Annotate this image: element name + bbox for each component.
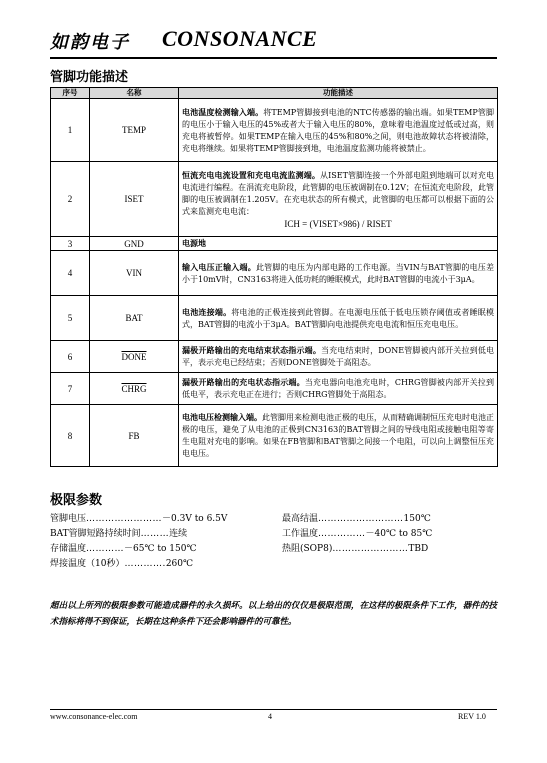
header-rule [50, 57, 497, 59]
pin-desc-title: 恒流充电电流设置和充电电流监测端。 [182, 169, 320, 180]
pin-desc-text: 将电池的正极连接到此管脚。在电源电压低于低电压锁存阈值或者睡眠模式，BAT管脚的电流小于3μA。BAT管脚向电池提供充电电流和恒压充电电压。 [182, 307, 494, 329]
table-row [51, 237, 498, 251]
pin-name: BAT [90, 296, 179, 341]
pin-desc [179, 162, 498, 237]
limits-warning-note: 超出以上所列的极限参数可能造成器件的永久损坏。以上给出的仅仅是极限范围，在这样的极限条件下工作，器件的技术指标将得不到保证，长期在这种条件下还会影响器件的可靠性。 [50, 601, 497, 627]
pin-name: FB [90, 405, 179, 467]
column-header-num: 序号 [51, 88, 90, 99]
pin-name: VIN [90, 251, 179, 296]
pin-desc-text: 当充电器向电池充电时，CHRG管脚被内部开关拉到低电平，表示充电正在进行；否则CHRG管脚处于高阻态。 [182, 378, 494, 399]
column-header-name: 名称 [90, 88, 179, 99]
limit-value: 260℃ [165, 559, 194, 569]
list-item [282, 542, 428, 557]
pin-name: GND [90, 237, 179, 251]
limit-dots: ………… [86, 544, 125, 554]
limit-label: 工作温度 [282, 529, 319, 539]
pin-desc-title: 电源地 [182, 238, 206, 248]
pin-num: 6 [51, 341, 90, 373]
charge-current-formula: ICH = (VISET×986) / RISET [284, 218, 392, 229]
list-item [50, 527, 187, 542]
limit-label: 最高结温 [282, 514, 319, 524]
pin-name: TEMP [90, 99, 179, 162]
pin-num: 7 [51, 373, 90, 405]
table-row [51, 251, 498, 296]
table-row [51, 162, 498, 237]
limit-label: BAT管脚短路持续时间 [50, 529, 141, 539]
pin-desc-text: 将TEMP管脚接到电池的NTC传感器的输出端。如果TEMP管脚的电压小于输入电压的45%或者大于输入电压的80%，意味着电池温度过低或过高，则充电将被暂停。如果TEMP在输入电压的45%和80%之间，则电池故障状态将被清除，充电将继续。如果将TEMP管脚接到地，电池温度监测功能将被禁止。 [182, 107, 494, 153]
limit-dots: …………………… [86, 514, 163, 524]
table-row [51, 373, 498, 405]
limit-value: 连续 [169, 529, 188, 539]
page-number: 4 [268, 712, 272, 721]
pin-desc-text: 从ISET管脚连接一个外部电阻到地端可以对充电电流进行编程。在涓流充电阶段，此管脚的电压被调制在0.12V；在恒流充电阶段，此管脚的电压被调制在1.205V。在充电状态的所有模式，此管脚的电压都可以根据下面的公式来监测充电电流： [182, 170, 494, 216]
limit-label: 存储温度 [50, 544, 87, 554]
table-row [51, 341, 498, 373]
pin-num: 2 [51, 162, 90, 237]
pin-name: DONE [90, 341, 179, 373]
table-row [51, 296, 498, 341]
pin-desc [179, 373, 498, 405]
limit-dots: …………… [318, 529, 366, 539]
limit-value: －0.3V to 6.5V [162, 514, 228, 524]
limit-value: －65℃ to 150℃ [124, 544, 197, 554]
list-item [282, 512, 431, 527]
limits-section-title: 极限参数 [50, 493, 103, 508]
pin-num: 3 [51, 237, 90, 251]
limit-dots: …………. [124, 559, 166, 569]
column-header-desc: 功能描述 [179, 88, 498, 99]
pin-desc [179, 237, 498, 251]
pin-desc-text: 此管脚用来检测电池正极的电压，从而精确调制恒压充电时电池正极的电压，避免了从电池的正极到CN3163的BAT管脚之间的导线电阻或接触电阻等寄生电阻对充电的影响。如果在FB管脚和BAT管脚之间接一个电阻，可以向上调整恒压充电电压。 [182, 413, 494, 458]
pin-desc [179, 99, 498, 162]
pin-desc-title: 输入电压正输入端。 [182, 261, 256, 272]
list-item [50, 557, 193, 572]
pin-section-title: 管脚功能描述 [50, 70, 129, 85]
footer-rule [50, 709, 497, 710]
pin-desc-text: 此管脚的电压为内部电路的工作电源。当VIN与BAT管脚的电压差小于10mV时，CN3163将进入低功耗的睡眠模式，此时BAT管脚的电流小于3μA。 [182, 262, 494, 284]
table-header-row [51, 88, 498, 99]
pin-num: 5 [51, 296, 90, 341]
pin-name: ISET [90, 162, 179, 237]
limit-dots: ……… [140, 529, 170, 539]
pin-desc [179, 341, 498, 373]
pin-table [50, 87, 498, 467]
pin-desc-title: 电池温度检测输入端。 [182, 106, 264, 117]
limit-label: 管脚电压 [50, 514, 87, 524]
limit-label: 热阻(SOP8) [282, 544, 333, 554]
pin-num: 8 [51, 405, 90, 467]
limit-value: －40℃ to 85℃ [365, 529, 433, 539]
pin-desc [179, 405, 498, 467]
table-row [51, 99, 498, 162]
limit-value: 150℃ [403, 514, 431, 524]
limit-dots: ……………………… [318, 514, 404, 524]
pin-desc [179, 296, 498, 341]
pin-desc [179, 251, 498, 296]
limit-dots: …………………… [332, 544, 409, 554]
pin-name: CHRG [90, 373, 179, 405]
list-item [50, 512, 227, 527]
limit-label: 焊接温度（10秒） [50, 559, 125, 569]
pin-desc-title: 漏极开路输出的充电状态指示端。 [182, 377, 305, 387]
list-item [282, 527, 432, 542]
company-logo-cn: 如韵电子 [50, 32, 130, 53]
pin-desc-text: 当充电结束时，DONE管脚被内部开关拉到低电平，表示充电已经结束；否则DONE管脚处于高阻态。 [182, 346, 495, 367]
pin-desc-title: 电池电压检测输入端。 [182, 412, 262, 422]
pin-desc-title: 电池连接端。 [182, 306, 232, 317]
pin-num: 1 [51, 99, 90, 162]
list-item [50, 542, 197, 557]
pin-desc-title: 漏极开路输出的充电结束状态指示端。 [182, 345, 322, 355]
footer-url: www.consonance-elec.com [50, 712, 138, 721]
company-logo-en: CONSONANCE [162, 26, 318, 51]
limit-value: TBD [408, 544, 429, 554]
pin-num: 4 [51, 251, 90, 296]
revision-label: REV 1.0 [458, 712, 486, 721]
table-row [51, 405, 498, 467]
